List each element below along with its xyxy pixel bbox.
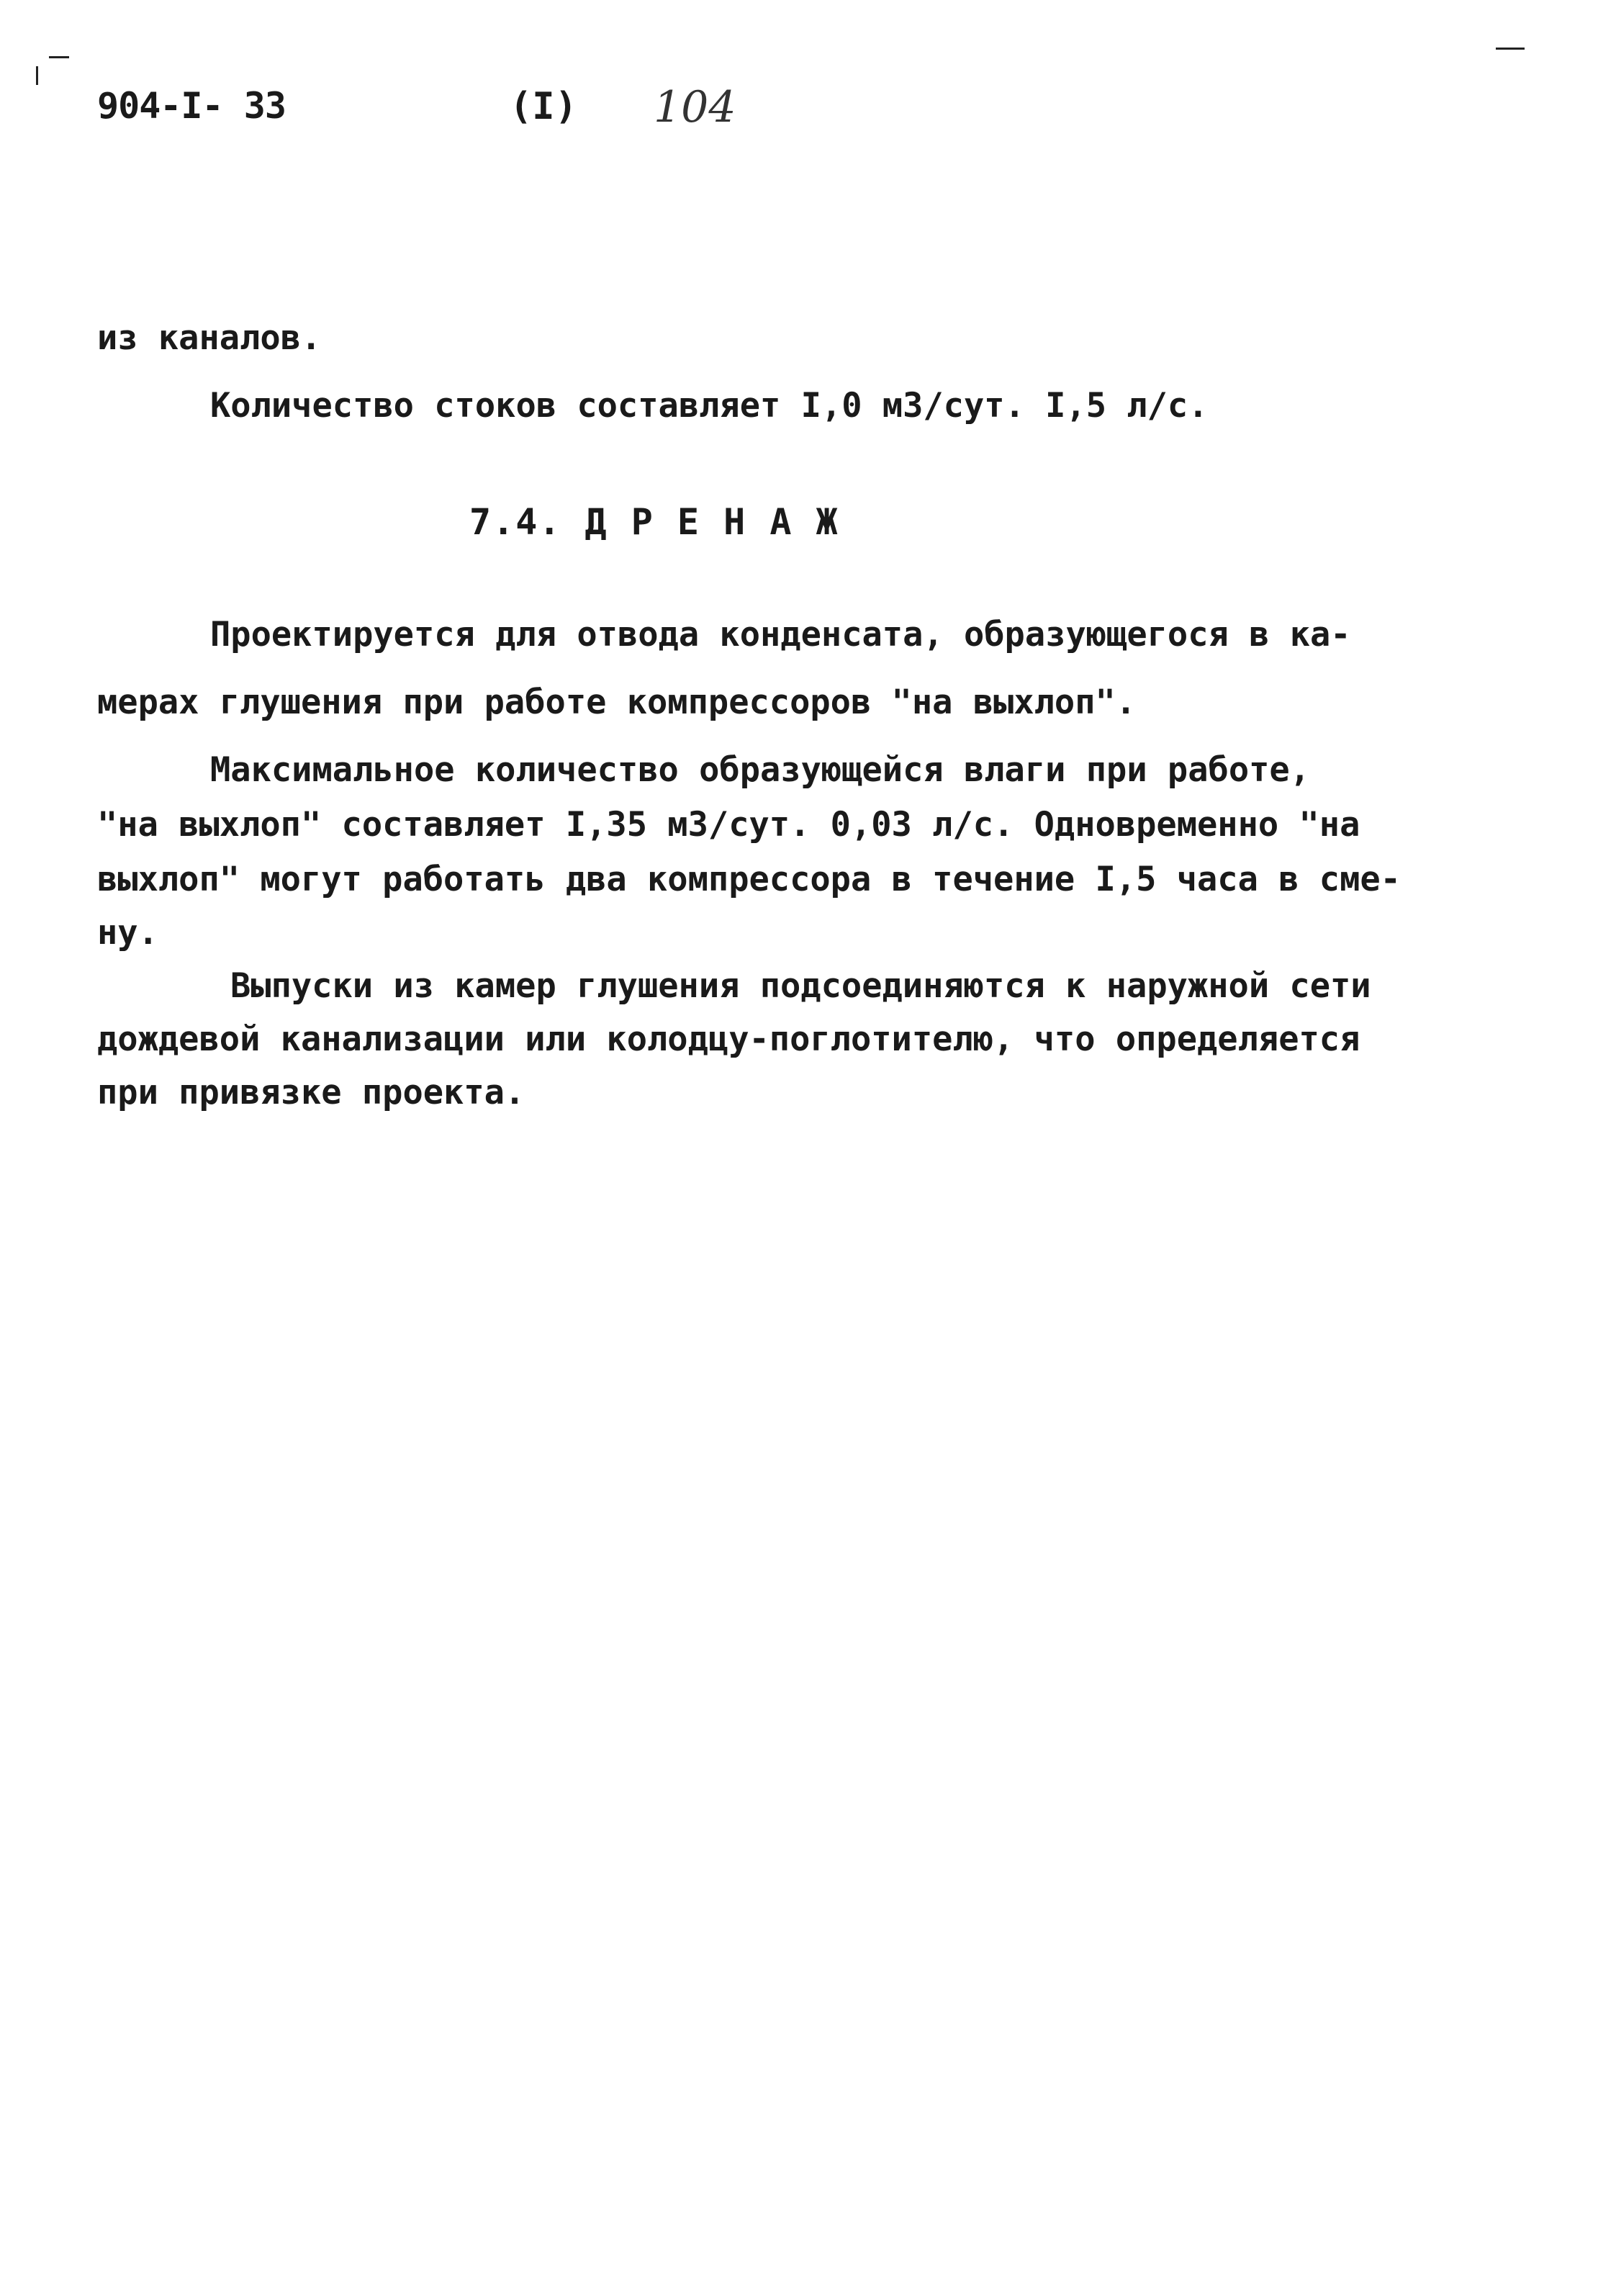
text-line: Выпуски из камер глушения подсоединяются к наружной сети: [230, 966, 1371, 1006]
document-code: 904-I- 33: [97, 85, 286, 127]
text-line: Проектируется для отвода конденсата, образующегося в ка-: [210, 615, 1351, 654]
text-line: выхлоп" могут работать два компрессора в течение I,5 часа в сме-: [97, 860, 1401, 899]
text-line: дождевой канализации или колодцу-поглотителю, что определяется: [97, 1019, 1360, 1059]
handwritten-page-number: 104: [654, 82, 736, 132]
corner-mark-top-left-dash: [49, 56, 69, 58]
text-line: Количество стоков составляет I,0 м3/сут. I,5 л/с.: [210, 386, 1209, 426]
text-line: из каналов.: [97, 318, 322, 358]
text-line: при привязке проекта.: [97, 1073, 525, 1112]
part-number: (I): [510, 85, 577, 128]
corner-mark-top-left: [36, 66, 38, 85]
page-header: [0, 82, 1616, 143]
text-line: "на выхлоп" составляет I,35 м3/сут. 0,03 л/с. Одновременно "на: [97, 805, 1360, 845]
text-line: мерах глушения при работе компрессоров "на выхлоп".: [97, 683, 1137, 722]
text-line: ну.: [97, 913, 158, 953]
text-line: Максимальное количество образующейся влаги при работе,: [210, 750, 1311, 790]
corner-mark-top-right: [1496, 48, 1525, 50]
section-heading: 7.4. Д Р Е Н А Ж: [469, 501, 839, 543]
